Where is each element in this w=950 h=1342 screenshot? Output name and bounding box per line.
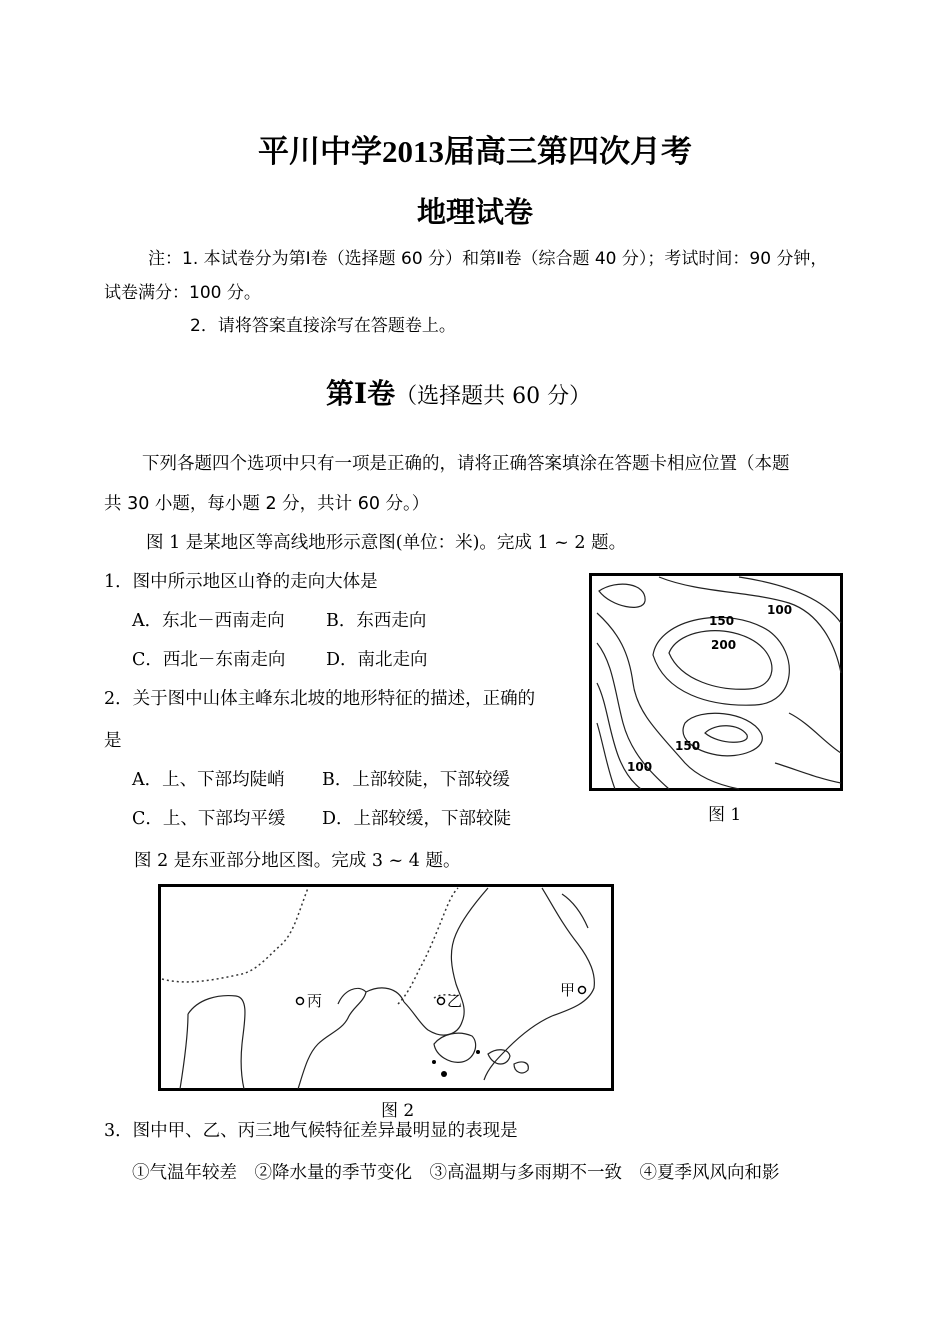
contour-label-100-sw: 100 [627,760,653,774]
fig2-intro: 图 2 是东亚部分地区图。完成 3 ~ 4 题。 [134,851,461,871]
q1-stem: 1．图中所示地区山脊的走向大体是 [104,572,378,592]
q2-option-b: B．上部较陡，下部较缓 [322,770,510,790]
q1-option-b: B．东西走向 [326,611,427,631]
contour-label-200: 200 [711,638,737,652]
q2-option-c: C．上、下部均平缓 [132,809,286,829]
fig1-contour-map [589,573,843,791]
q2-stem-line-1: 2．关于图中山体主峰东北坡的地形特征的描述，正确的 [104,689,536,709]
q2-option-a: A．上、下部均陡峭 [132,770,285,790]
fig2-east-asia-map [158,884,614,1091]
place-label-bing: 丙 [307,992,323,1010]
q3-stem: 3．图中甲、乙、丙三地气候特征差异最明显的表现是 [104,1121,518,1141]
place-label-jia: 甲 [560,981,576,999]
fig2-caption: 图 2 [381,1101,415,1121]
place-label-yi: 乙 [447,992,463,1010]
contour-label-100-ne: 100 [767,603,793,617]
note-line-2: 试卷满分：100 分。 [104,283,261,303]
contour-label-150-upper: 150 [709,614,735,628]
island-3 [476,1050,480,1054]
q2-stem-line-2: 是 [104,731,122,751]
fig1-intro: 图 1 是某地区等高线地形示意图(单位：米)。完成 1 ~ 2 题。 [146,533,627,553]
section-heading [326,372,591,412]
instructions-line-2: 共 30 小题，每小题 2 分，共计 60 分。） [104,494,430,514]
island-1 [441,1071,447,1077]
contour-label-150-lower: 150 [675,739,701,753]
fig1-caption: 图 1 [708,805,742,825]
section-subtitle: （选择题共 60 分） [395,384,592,409]
q3-options: ①气温年较差 ②降水量的季节变化 ③高温期与多雨期不一致 ④夏季风风向和影 [132,1163,780,1183]
exam-title: 平川中学2013届高三第四次月考 [258,134,692,169]
exam-subtitle: 地理试卷 [416,195,533,229]
note-line-1: 注：1. 本试卷分为第Ⅰ卷（选择题 60 分）和第Ⅱ卷（综合题 40 分）；考试时间：90 分钟， [148,249,828,269]
q1-option-c: C．西北－东南走向 [132,650,286,670]
instructions-line-1: 下列各题四个选项中只有一项是正确的，请将正确答案填涂在答题卡相应位置（本题 [142,454,790,474]
section-title: 第Ⅰ卷 [326,377,396,410]
note-line-3: 2．请将答案直接涂写在答题卷上。 [190,316,456,336]
q2-option-d: D．上部较缓，下部较陡 [322,809,512,829]
island-2 [432,1060,436,1064]
q1-option-a: A．东北－西南走向 [132,611,285,631]
q1-option-d: D．南北走向 [326,650,428,670]
